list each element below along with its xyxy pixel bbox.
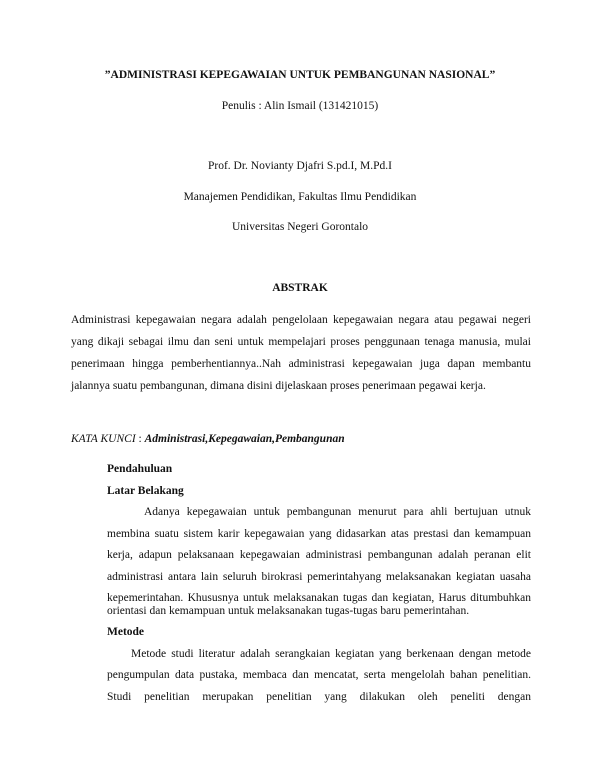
abstract-line: jalannya suatu pembangunan, dimana disini dijelaskaan proses penerimaan pegawai kerja. (71, 380, 486, 392)
abstract-line: yang dikaji sebagai ilmu dan seni untuk mempelajari proses penggunaan tenaga manusia, mulai (71, 336, 531, 348)
paper-title: ”ADMINISTRASI KEPEGAWAIAN UNTUK PEMBANGUNAN NASIONAL” (104, 69, 496, 81)
author-line: Penulis : Alin Ismail (131421015) (221, 100, 379, 112)
keywords-separator: : (135, 433, 145, 445)
body-line: kerja, adapun pelaksanaan kepegawaian administrasi pembangunan adalah peranan elit (107, 549, 531, 561)
keywords-value: Administrasi,Kepegawaian,Pembangunan (144, 433, 345, 445)
supervisor-line: Prof. Dr. Novianty Djafri S.pd.I, M.Pd.I (208, 160, 392, 172)
section-heading-method: Metode (107, 626, 145, 638)
abstract-heading: ABSTRAK (272, 282, 328, 294)
body-line: kepemerintahan. Khususnya untuk melaksanakan tugas dan kegiatan, Harus ditumbuhkan (107, 592, 531, 604)
body-line: pengumpulan data pustaka, membaca dan mencatat, serta mengelolah bahan penelitian. (107, 669, 531, 681)
university-line: Universitas Negeri Gorontalo (231, 221, 369, 233)
section-heading-introduction: Pendahuluan (107, 463, 173, 475)
keywords-line (71, 434, 345, 446)
body-line: membina suatu sistem karir kepegawaian yang didasarkan atas prestasi dan kemampuan (107, 528, 531, 540)
abstract-line: penerimaan hingga pemberhentiannya..Nah administrasi kepegawaian juga dapan membantu (71, 358, 531, 370)
abstract-line: Administrasi kepegawaian negara adalah pengelolaan kepegawaian negara atau pegawai negeri (71, 314, 531, 326)
body-line: administrasi antara lain seluruh birokrasi pemerintahyang melaksanakan kegiatan uasaha (107, 571, 531, 583)
body-line: Adanya kepegawaian untuk pembangunan menurut para ahli bertujuan utnuk (144, 506, 531, 518)
subsection-heading-background: Latar Belakang (107, 485, 184, 497)
body-line: orientasi dan kemampuan untuk melaksanakan tugas-tugas baru pemerintahan. (107, 605, 470, 617)
body-line: Studi penelitian merupakan penelitian yang dilakukan oleh peneliti dengan (107, 691, 531, 703)
keywords-label: KATA KUNCI (71, 433, 136, 445)
department-line: Manajemen Pendidikan, Fakultas Ilmu Pendidikan (183, 191, 417, 203)
body-line: Metode studi literatur adalah serangkaian kegiatan yang berkenaan dengan metode (131, 648, 531, 660)
